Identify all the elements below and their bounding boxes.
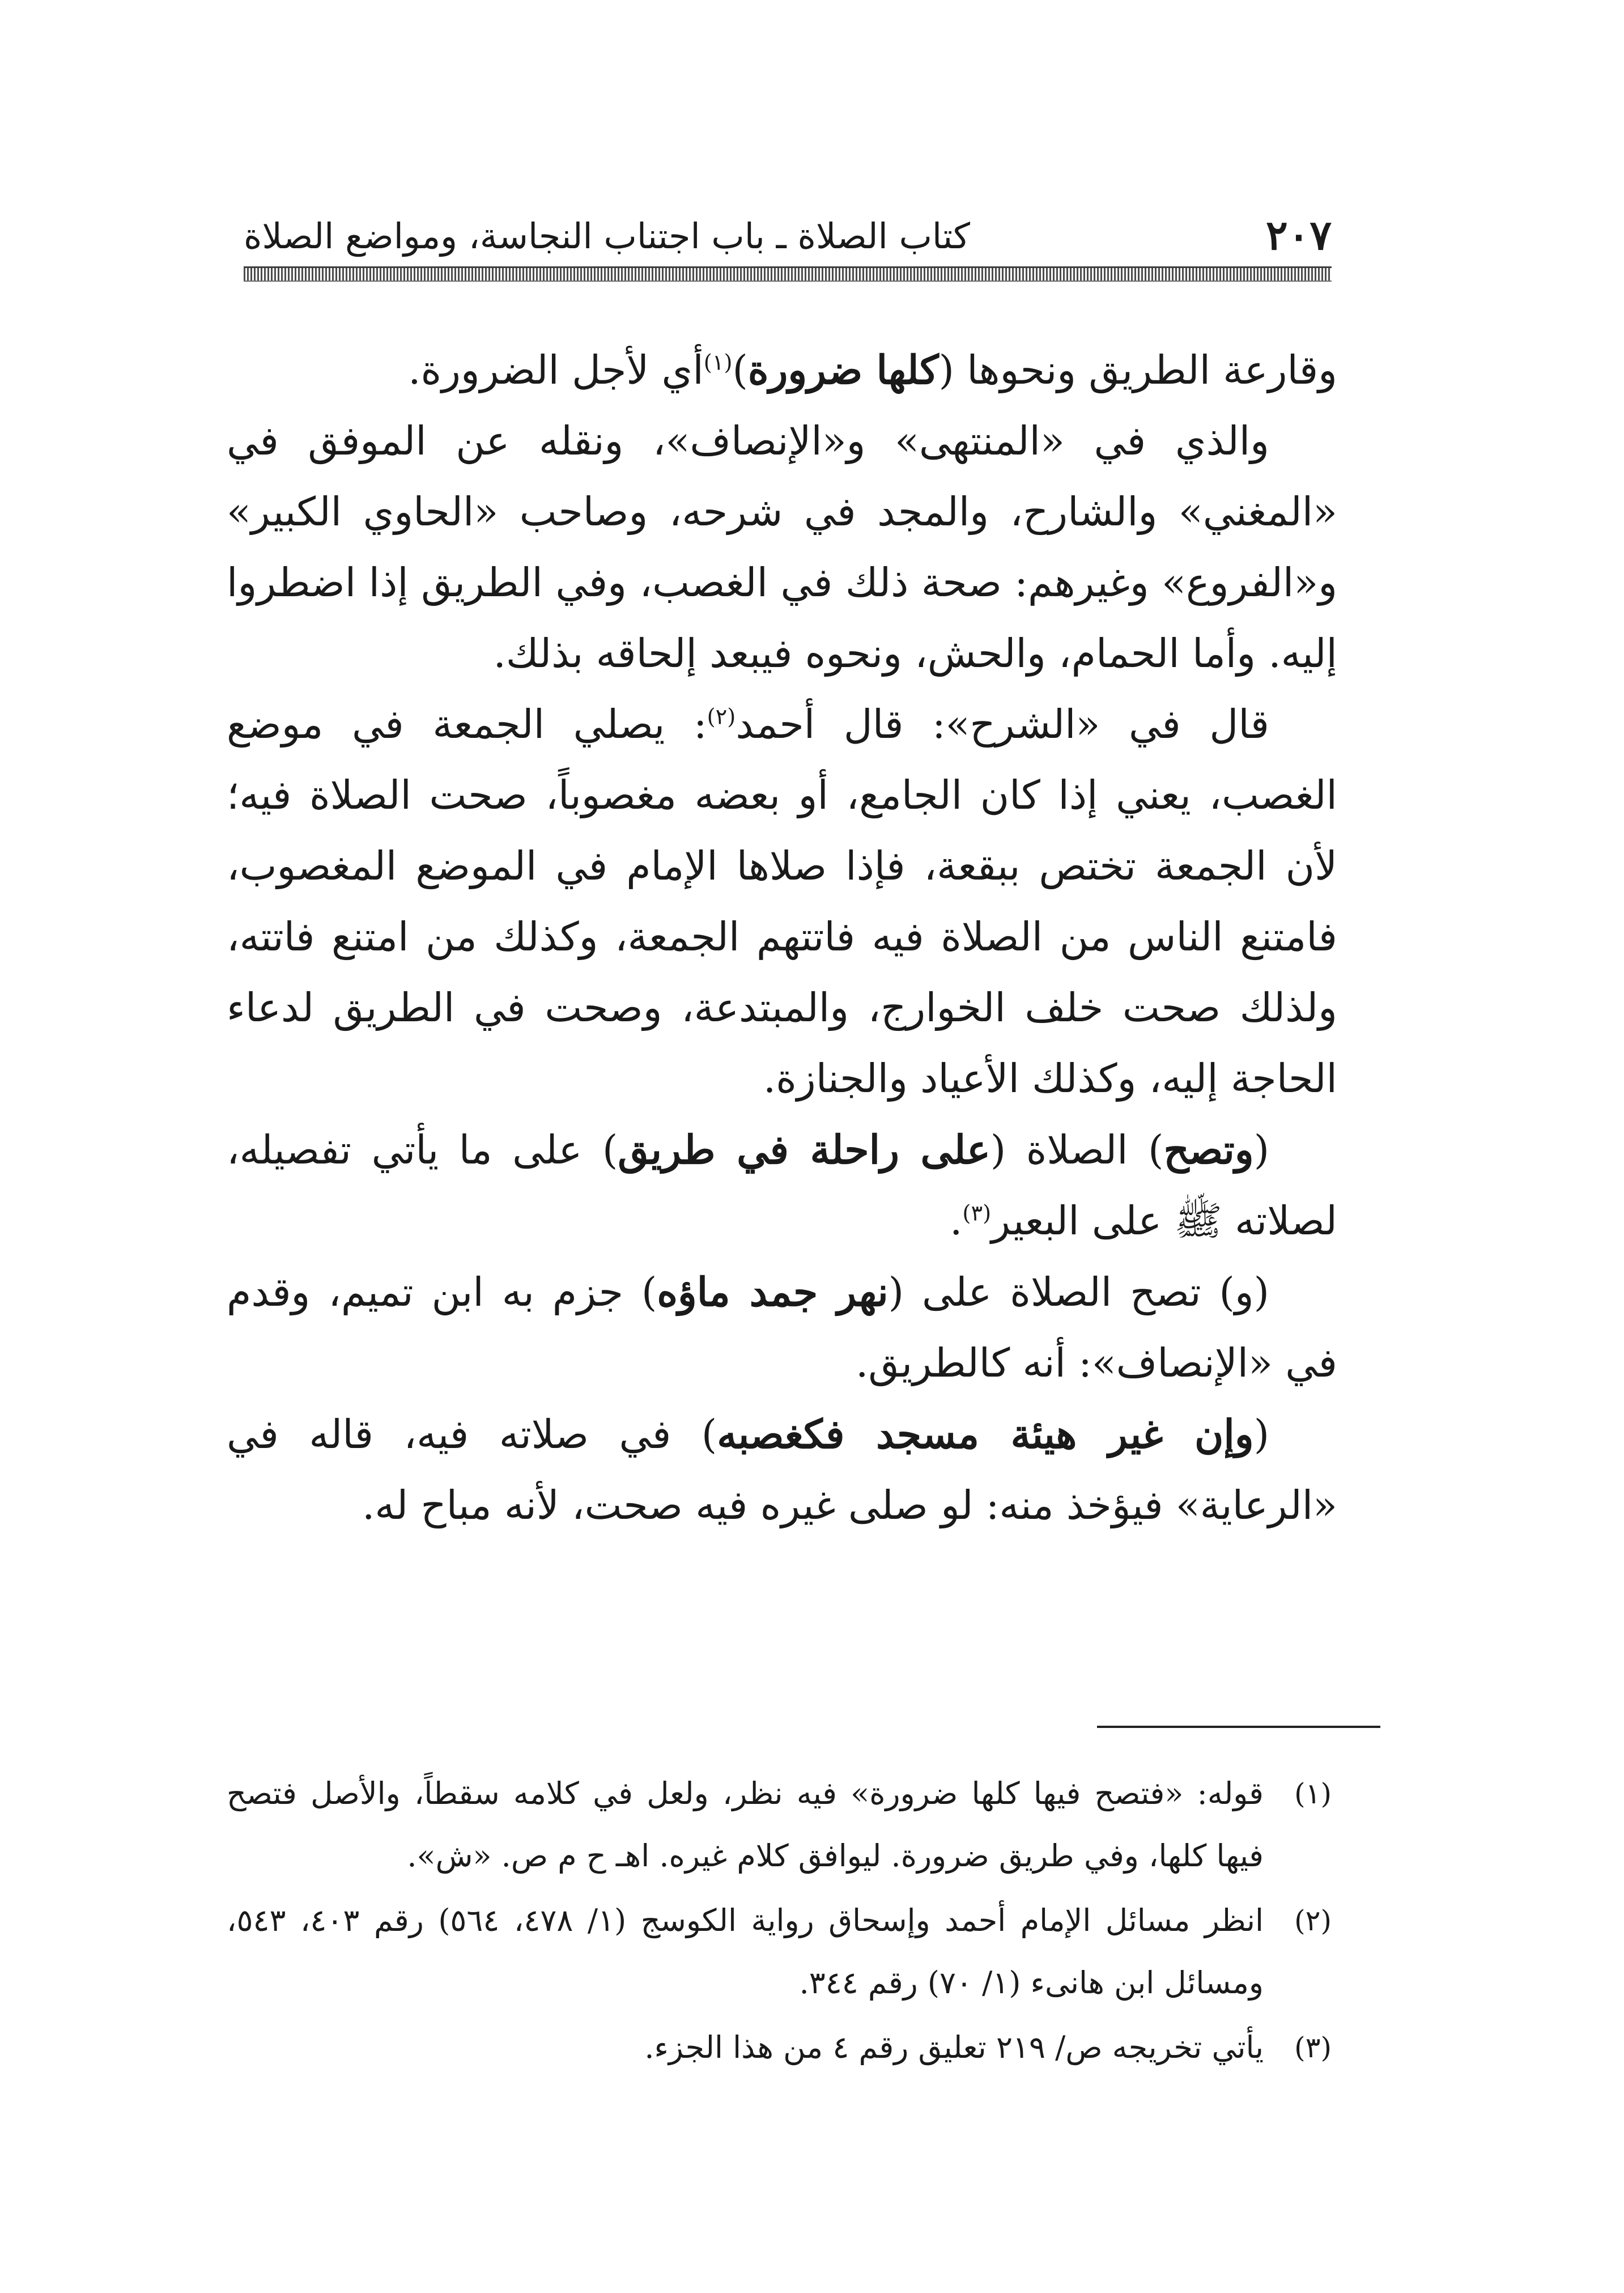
footnote-text: يأتي تخريجه ص/ ٢١٩ تعليق رقم ٤ من هذا الجزء.	[644, 2029, 1264, 2065]
footnote-number: (١)	[1294, 1777, 1332, 1810]
footnote-3	[227, 2016, 1337, 2079]
footnote-text: قوله: «فتصح فيها كلها ضرورة» فيه نظر، ولعل في كلامه سقطاً، والأصل فتصح فيها كلها، وفي طريق ضرورة. ليوافق كلام غيره. اهـ ح م ص. «ش».	[227, 1776, 1264, 1874]
footnote-ref-3: (٣)	[962, 1200, 992, 1226]
paragraph-3: قال في «الشرح»: قال أحمد$^{(٢)}$: يصلي الجمعة في موضع الغصب، يعني إذا كان الجامع، أو بعضه مغصوباً، صحت الصلاة فيه؛ لأن الجمعة تختص ببقعة، فإذا صلاها الإمام في الموضع المغصوب، فامتنع الناس من الصلاة فيه فاتتهم الجمعة، وكذلك من امتنع فاتته، ولذلك صحت خلف الخوارج، والمبتدعة، وصحت في الطريق لدعاء الحاجة إليه، وكذلك الأعياد والجنازة.	[227, 701, 1337, 1102]
footnote-text: انظر مسائل الإمام أحمد وإسحاق رواية الكوسج (١/ ٤٧٨، ٥٦٤) رقم ٤٠٣، ٥٤٣، ومسائل ابن هانىء (١/ ٧٠) رقم ٣٤٤.	[227, 1903, 1264, 2001]
chapter-title: كتاب الصلاة ـ باب اجتناب النجاسة، ومواضع الصلاة	[244, 215, 971, 257]
footnote-ref-1: (١)	[703, 350, 733, 376]
header-divider	[244, 266, 1332, 282]
matn-text: وإن غير هيئة مسجد فكغصبه	[717, 1411, 1254, 1458]
paragraph-5: (و) تصح الصلاة على (نهر جمد ماؤه) جزم به ابن تميم، وقدم في «الإنصاف»: أنه كالطريق.	[227, 1268, 1337, 1386]
matn-text: نهر جمد ماؤه	[657, 1268, 888, 1315]
paragraph-1: وقارعة الطريق ونحوها (كلها ضرورة)$^{(١)}$أي لأجل الضرورة.	[408, 346, 1337, 393]
footnote-number: (٣)	[1294, 2031, 1332, 2064]
footnote-1	[227, 1763, 1337, 1887]
paragraph-6: (وإن غير هيئة مسجد فكغصبه) في صلاته فيه، قاله في «الرعاية» فيؤخذ منه: لو صلى غيره فيه صحت، لأنه مباح له.	[227, 1411, 1337, 1528]
footnotes	[227, 1763, 1337, 2081]
main-text	[227, 334, 1337, 1541]
matn-text: وتصح	[1163, 1126, 1254, 1173]
matn-text: على راحلة في طريق	[618, 1126, 990, 1173]
footnote-divider	[1097, 1726, 1380, 1728]
footnote-2	[227, 1889, 1337, 2014]
paragraph-2: والذي في «المنتهى» و«الإنصاف»، ونقله عن الموفق في «المغني» والشارح، والمجد في شرحه، وصاحب «الحاوي الكبير» و«الفروع» وغيرهم: صحة ذلك في الغصب، وفي الطريق إذا اضطروا إليه. وأما الحمام، والحش، ونحوه فيبعد إلحاقه بذلك.	[227, 418, 1337, 677]
footnote-number: (٢)	[1294, 1904, 1332, 1937]
page-number: ٢٠٧	[1265, 211, 1332, 259]
paragraph-4: (وتصح) الصلاة (على راحلة في طريق) على ما يأتي تفصيله، لصلاته ﷺ على البعير$^{(٣)}$.	[227, 1126, 1337, 1244]
running-header	[244, 207, 1332, 269]
matn-text: كلها ضرورة	[747, 346, 939, 393]
footnote-ref-2: (٢)	[707, 704, 736, 730]
